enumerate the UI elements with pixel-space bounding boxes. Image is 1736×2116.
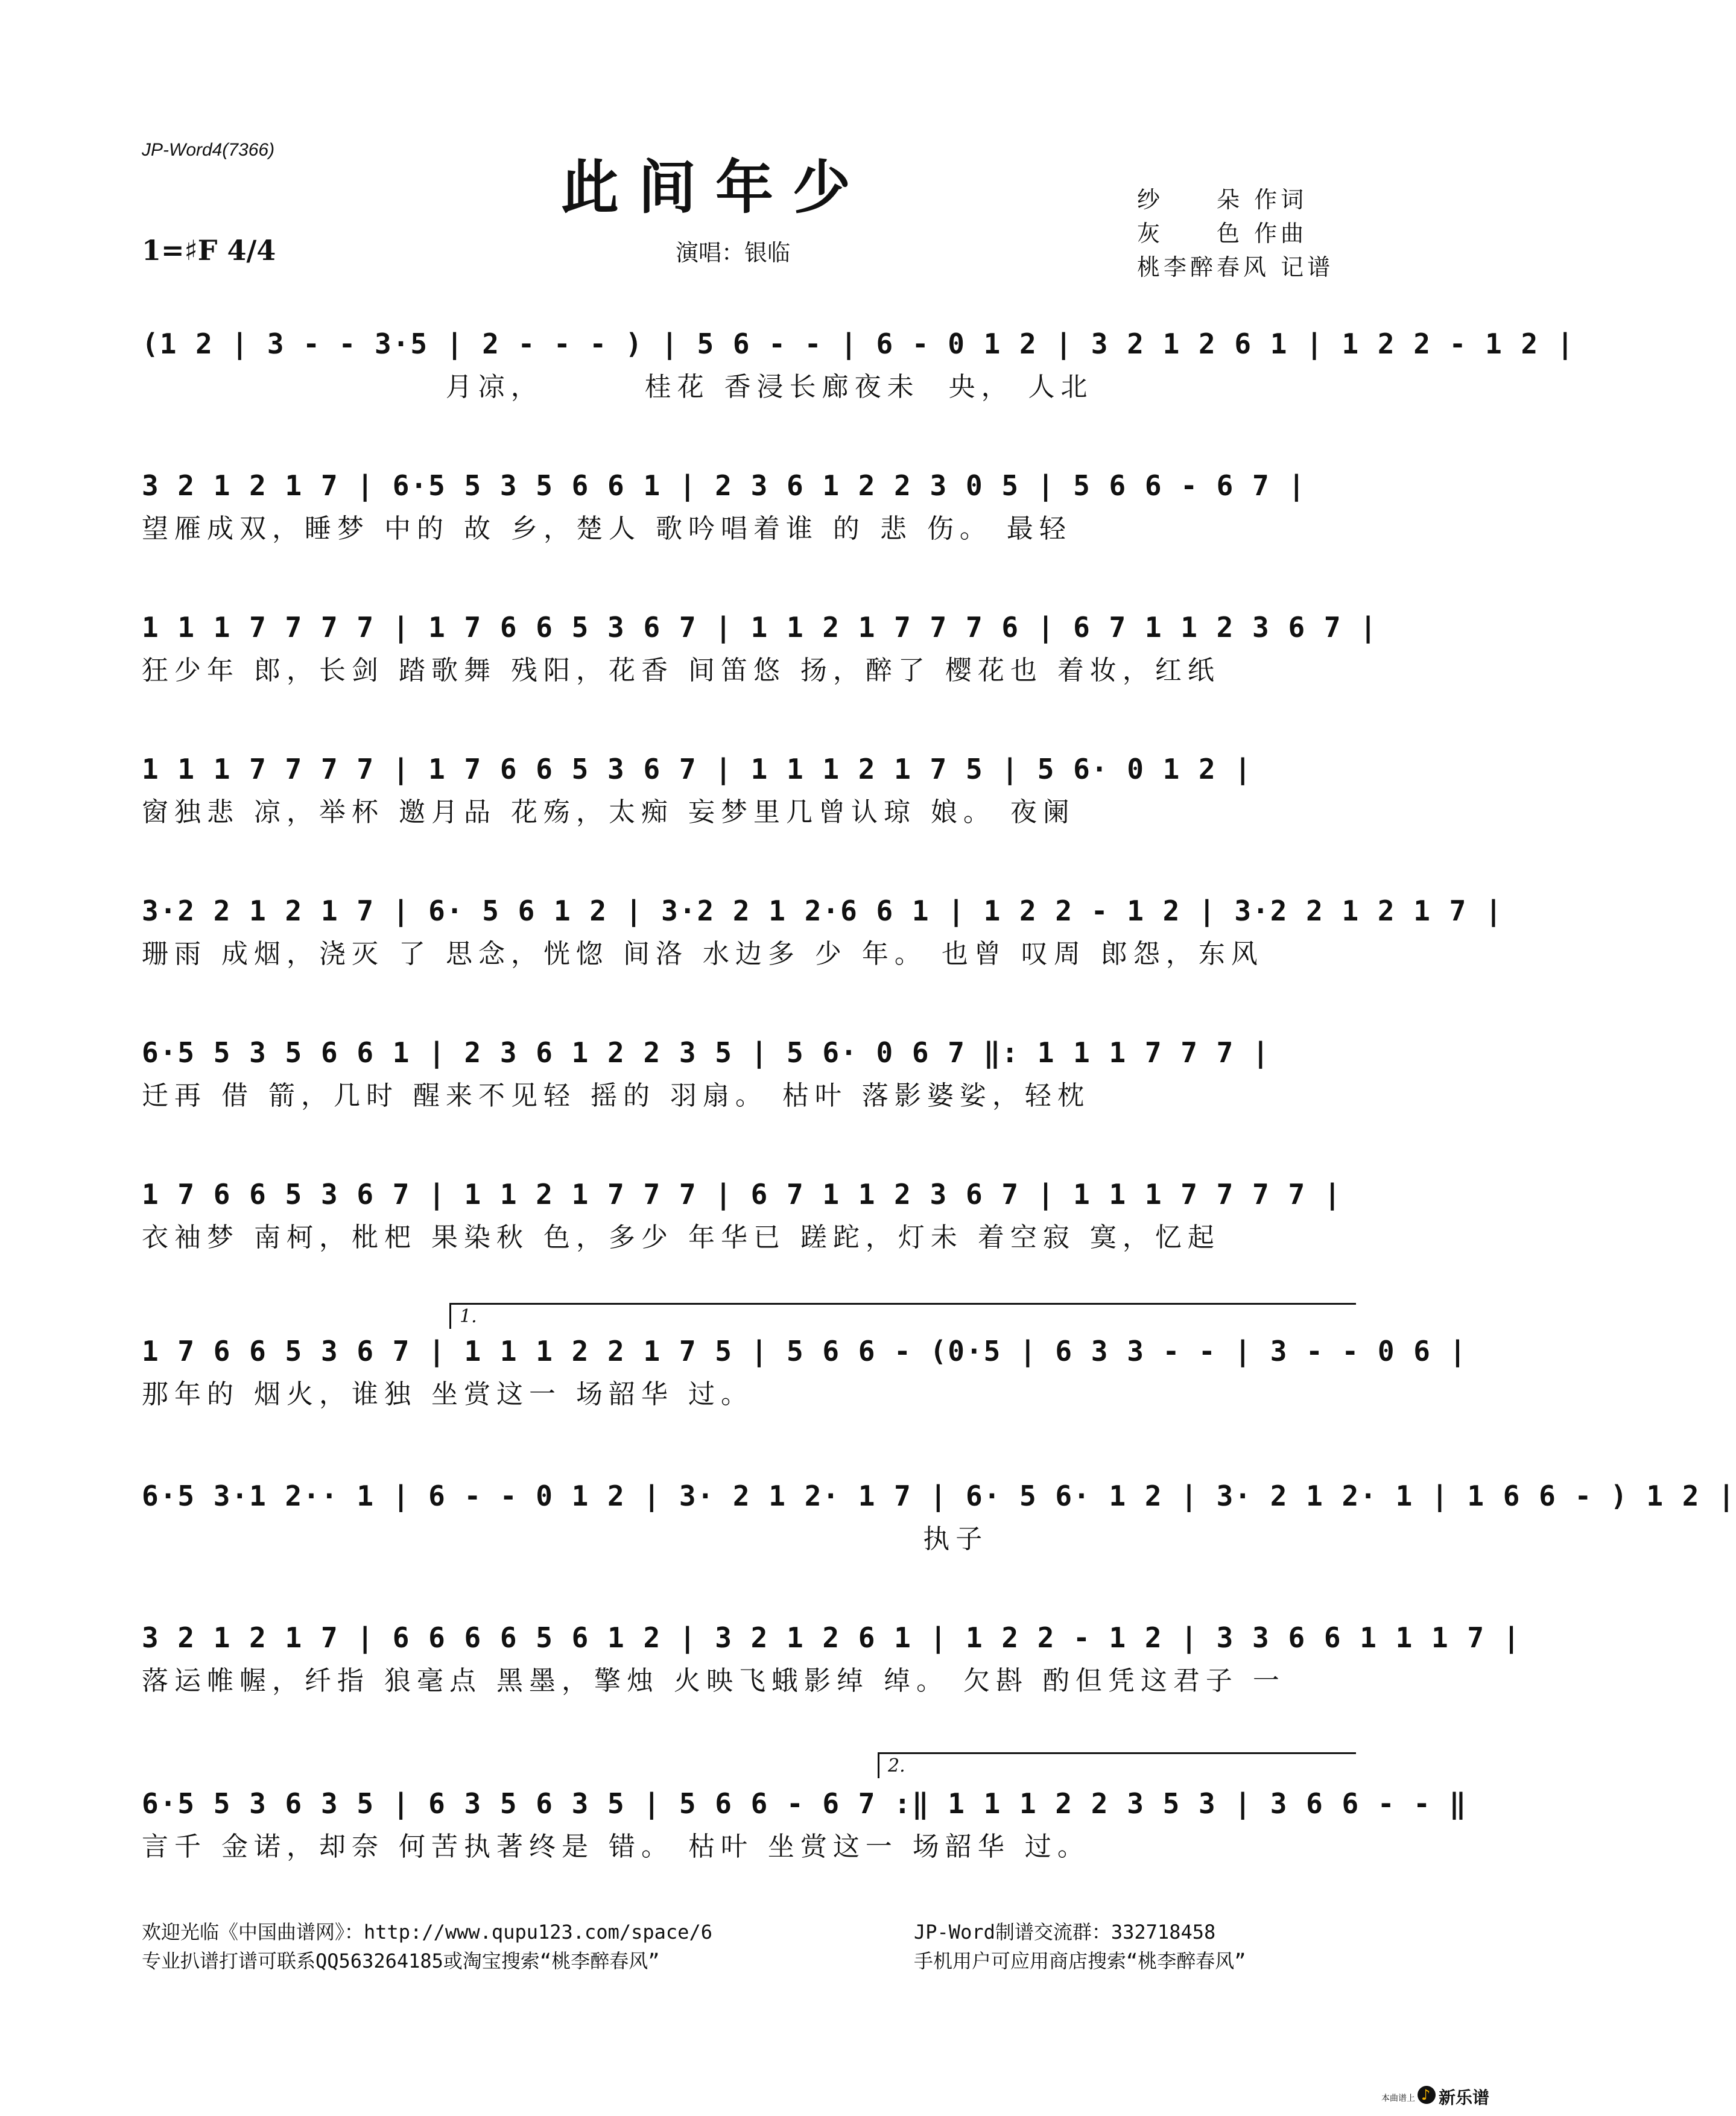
lyrics-line: 言千 金诺，却奈 何苦执著终是 错。 枯叶 坐赏这一 场韶华 过。 <box>142 1831 1090 1862</box>
volta-label: 2. <box>888 1755 905 1776</box>
lyrics-line: 月凉， 桂花 香浸长廊夜未 央， 人北 <box>142 372 1094 402</box>
volta-second-ending <box>878 1752 1356 1778</box>
lyrics-line: 窗独悲 凉，举杯 邀月品 花殇，太痴 妄梦里几曾认琼 娘。 夜阑 <box>142 797 1075 828</box>
footer-app-line: 手机用户可应用商店搜索“桃李醉春风” <box>914 1950 1246 1972</box>
notation-line: 1 1 1 7 7 7 7 | 1 7 6 6 5 3 6 7 | 1 1 1 2 1 7 5 | 5 6· 0 1 2 | <box>142 753 1253 785</box>
notation-line: 1 1 1 7 7 7 7 | 1 7 6 6 5 3 6 7 | 1 1 2 1 7 7 7 6 | 6 7 1 1 2 3 6 7 | <box>142 611 1378 644</box>
notation-line: 6·5 5 3 6 3 5 | 6 3 5 6 3 5 | 5 6 6 - 6 7 :‖ 1 1 1 2 2 3 5 3 | 3 6 6 - - ‖ <box>142 1787 1468 1820</box>
singer-credit: 演唱：银临 <box>676 239 791 266</box>
logo-small-text: 本曲谱上 <box>1381 2094 1415 2103</box>
notation-line: 1 7 6 6 5 3 6 7 | 1 1 1 2 2 1 7 5 | 5 6 6 - (0·5 | 6 3 3 - - | 3 - - 0 6 | <box>142 1335 1468 1367</box>
transcriber-credit: 桃李醉春风 记谱 <box>1137 254 1334 280</box>
volta-label: 1. <box>460 1306 477 1327</box>
footer-group-line: JP-Word制谱交流群：332718458 <box>914 1921 1216 1943</box>
brand-logo: 新乐谱 <box>1439 2088 1490 2108</box>
music-note-icon: ♪ <box>1418 2086 1436 2104</box>
lyrics-line: 那年的 烟火，谁独 坐赏这一 场韶华 过。 <box>142 1379 753 1410</box>
lyrics-line: 迁再 借 箭，几时 醒来不见轻 摇的 羽扇。 枯叶 落影婆娑，轻枕 <box>142 1080 1090 1111</box>
key-signature: 1=♯F 4/4 <box>142 234 276 267</box>
lyrics-line: 衣袖梦 南柯，枇杷 果染秋 色，多少 年华已 蹉跎，灯未 着空寂 寞，忆起 <box>142 1222 1220 1253</box>
song-title: 此间年少 <box>561 153 870 221</box>
notation-line: 3 2 1 2 1 7 | 6 6 6 6 5 6 1 2 | 3 2 1 2 6 1 | 1 2 2 - 1 2 | 3 3 6 6 1 1 1 7 | <box>142 1621 1521 1654</box>
footer-website-line: 欢迎光临《中国曲谱网》：http://www.qupu123.com/space/6 <box>142 1921 712 1943</box>
lyrics-line: 落运帷幄，纤指 狼毫点 黑墨，擎烛 火映飞蛾影绰 绰。 欠斟 酌但凭这君子 一 <box>142 1665 1285 1696</box>
composer-credit: 灰 色 作曲 <box>1137 220 1308 247</box>
notation-line: 6·5 5 3 5 6 6 1 | 2 3 6 1 2 2 3 5 | 5 6· 0 6 7 ‖: 1 1 1 7 7 7 | <box>142 1036 1270 1069</box>
lyrics-line: 珊雨 成烟，浇灭 了 思念，恍惚 间洛 水边多 少 年。 也曾 叹周 郎怨，东风 <box>142 939 1264 969</box>
footer-contact-line: 专业扒谱打谱可联系QQ563264185或淘宝搜索“桃李醉春风” <box>142 1950 660 1972</box>
lyrics-line: 执子 <box>142 1524 989 1554</box>
notation-line: 1 7 6 6 5 3 6 7 | 1 1 2 1 7 7 7 | 6 7 1 1 2 3 6 7 | 1 1 1 7 7 7 7 | <box>142 1178 1342 1211</box>
notation-line: (1 2 | 3 - - 3·5 | 2 - - - ) | 5 6 - - | 6 - 0 1 2 | 3 2 1 2 6 1 | 1 2 2 - 1 2 | <box>142 328 1575 360</box>
lyricist-credit: 纱 朵 作词 <box>1137 186 1308 213</box>
notation-line: 3·2 2 1 2 1 7 | 6· 5 6 1 2 | 3·2 2 1 2·6 6 1 | 1 2 2 - 1 2 | 3·2 2 1 2 1 7 | <box>142 895 1503 927</box>
lyrics-line: 望雁成双，睡梦 中的 故 乡，楚人 歌吟唱着谁 的 悲 伤。 最轻 <box>142 513 1072 544</box>
lyrics-line: 狂少年 郎，长剑 踏歌舞 残阳，花香 间笛悠 扬，醉了 樱花也 着妆，红纸 <box>142 655 1220 686</box>
volta-first-ending <box>449 1303 1356 1329</box>
notation-line: 6·5 3·1 2·· 1 | 6 - - 0 1 2 | 3· 2 1 2· 1 7 | 6· 5 6· 1 2 | 3· 2 1 2· 1 | 1 6 6 - ) 1 2 | <box>142 1480 1736 1512</box>
software-label: JP-Word4(7366) <box>142 140 275 160</box>
notation-line: 3 2 1 2 1 7 | 6·5 5 3 5 6 6 1 | 2 3 6 1 2 2 3 0 5 | 5 6 6 - 6 7 | <box>142 469 1307 502</box>
